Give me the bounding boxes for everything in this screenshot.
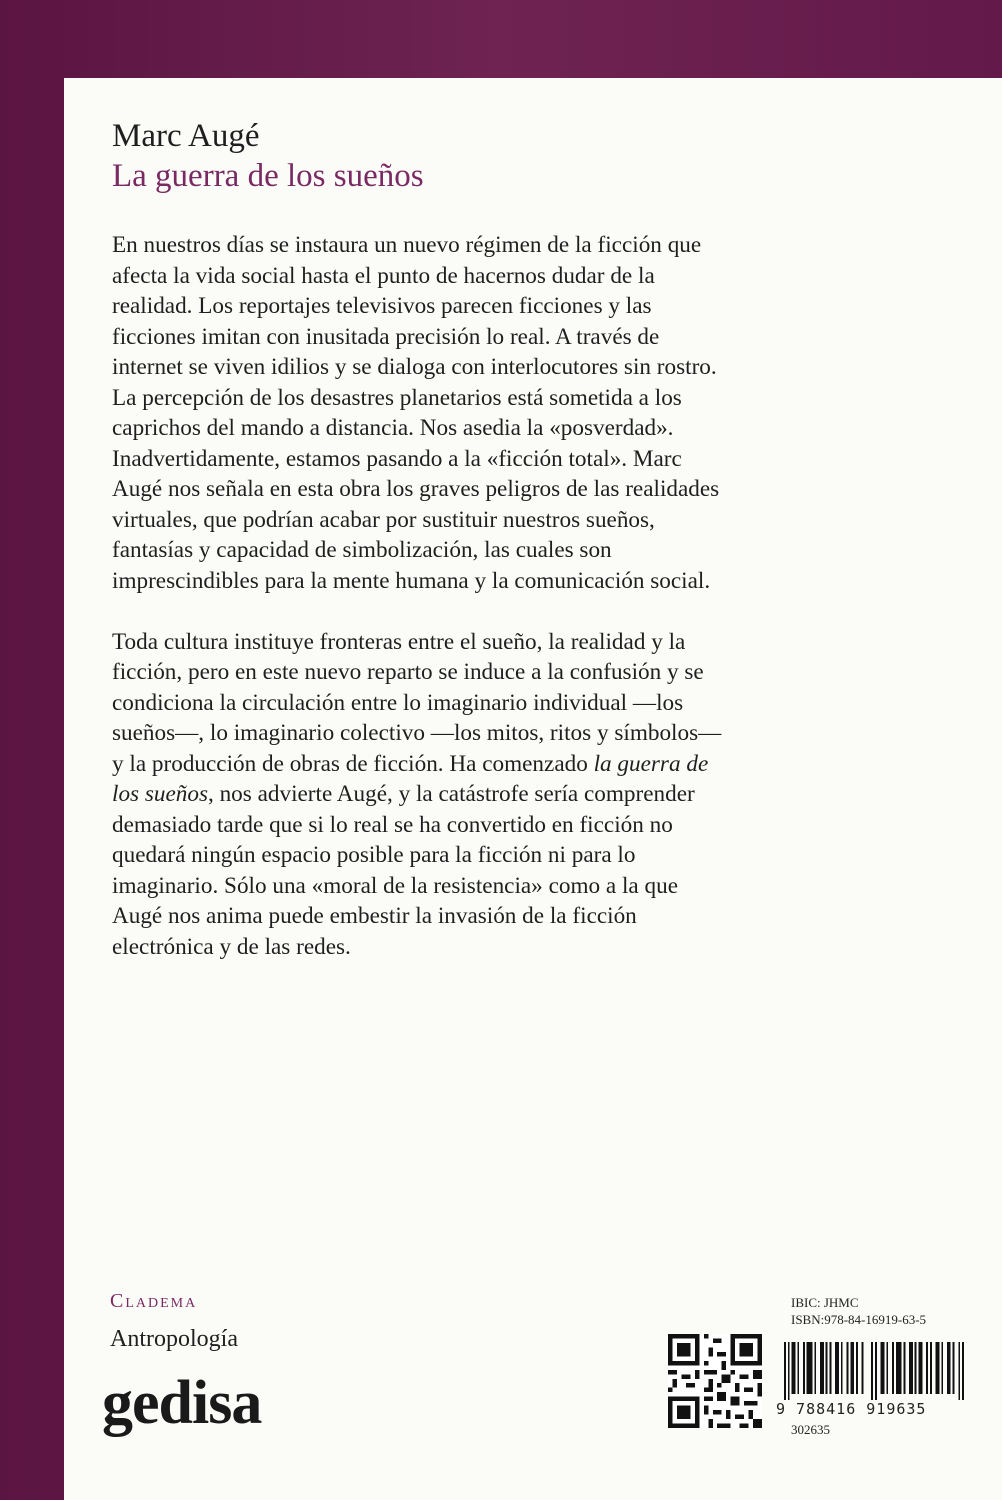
blurb-paragraph-2-italic-title: la guerra de los sueños (112, 750, 709, 807)
ibic-code: IBIC: JHMC (791, 1295, 859, 1310)
blurb-paragraph-2-end: , nos advierte Augé, y la catástrofe sería comprender demasiado tarde que si lo real se ha convertido en ficción no quedará ningún espacio posible para la ficción ni para lo imaginario. Sólo una «moral de la resistencia» como a la que Augé nos anima puede embestir la invasión de la ficción electrónica y de las redes. (112, 781, 695, 960)
publisher-logo: gedisa (102, 1369, 262, 1437)
barcode-digits: 9 788416 919635 (776, 1400, 927, 1418)
blurb-paragraph-2 (112, 627, 722, 963)
blurb (112, 230, 722, 993)
isbn-code: ISBN:978-84-16919-63-5 (791, 1312, 927, 1327)
bibliographic-codes (791, 1294, 926, 1328)
isbn-barcode (784, 1342, 964, 1400)
barcode-addon-code: 302635 (791, 1422, 830, 1437)
series-name: Cladema (110, 1290, 198, 1312)
author-name: Marc Augé (112, 118, 260, 154)
qr-code (668, 1334, 762, 1428)
blurb-paragraph-1: En nuestros días se instaura un nuevo régimen de la ficción que afecta la vida social hasta el punto de hacernos dudar de la realidad. Los reportajes televisivos parecen ficciones y las ficciones imitan con inusitada precisión lo real. A través de internet se viven idilios y se dialoga con interlocutores sin rostro. La percepción de los desastres planetarios está sometida a los caprichos del mando a distancia. Nos asedia la «posverdad». Inadvertidamente, estamos pasando a la «ficción total». Marc Augé nos señala en esta obra los graves peligros de las realidades virtuales, que podrían acabar por sustituir nuestros sueños, fantasías y capacidad de simbolización, las cuales son imprescindibles para la mente humana y la comunicación social. (112, 232, 720, 594)
white-text-panel (64, 78, 1002, 1500)
blurb-paragraph-2-start: Toda cultura instituye fronteras entre el sueño, la realidad y la ficción, pero en este nuevo reparto se induce a la confusión y se condiciona la circulación entre lo imaginario individual —los sueños—, lo imaginario colectivo —los mitos, ritos y símbolos— y la producción de obras de ficción. Ha comenzado (112, 628, 722, 777)
book-title: La guerra de los sueños (112, 158, 424, 194)
subject-category: Antropología (110, 1326, 238, 1352)
